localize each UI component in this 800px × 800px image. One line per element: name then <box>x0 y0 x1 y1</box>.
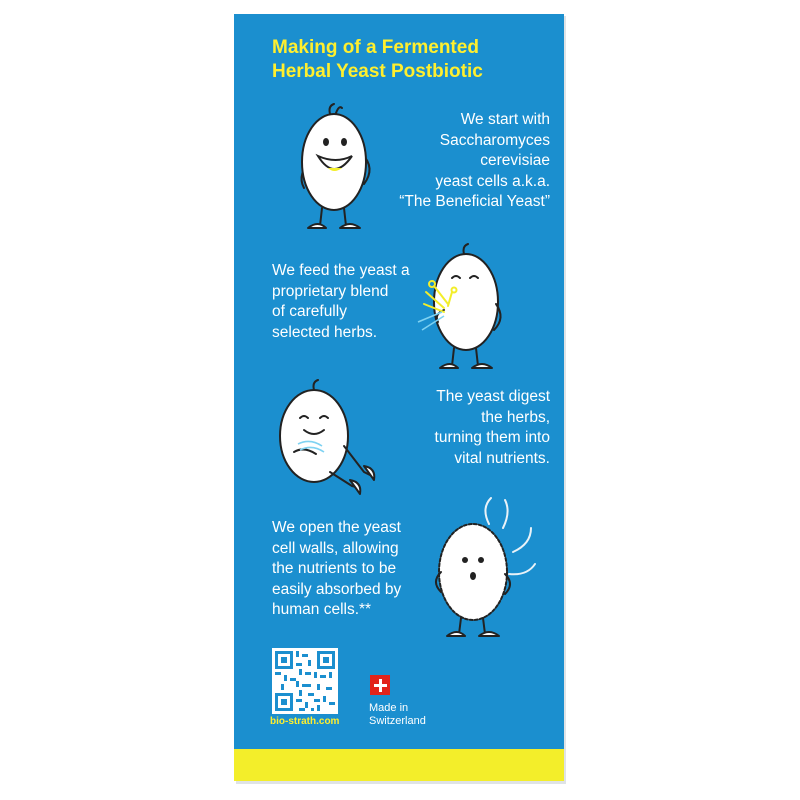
step-3-line: the herbs, <box>481 408 550 426</box>
step-4-line: We open the yeast <box>272 519 401 536</box>
step-1-text <box>399 110 550 213</box>
country-label: Switzerland <box>369 715 426 727</box>
step-1-line: yeast cells a.k.a. <box>435 172 550 190</box>
package-side-panel <box>234 14 564 781</box>
step-1-line: Saccharomyces <box>439 131 550 149</box>
step-3-line: The yeast digest <box>436 388 550 405</box>
step-4-line: easily absorbed by <box>272 580 402 598</box>
made-in-label: Made in <box>369 702 409 714</box>
step-1-line: cerevisiae <box>480 152 550 169</box>
step-2-line: proprietary blend <box>272 282 389 300</box>
yeast-character-sitting-full-icon <box>264 376 389 506</box>
yeast-character-surprised-fuzzy-icon <box>419 494 539 649</box>
website-url[interactable]: bio-strath.com <box>270 716 340 727</box>
step-4-line: cell walls, allowing <box>272 539 399 557</box>
yeast-character-eating-herbs-icon <box>404 234 514 384</box>
title-line-1: Making of a Fermented <box>272 37 479 58</box>
yeast-character-smiling-icon <box>284 96 384 244</box>
made-in-switzerland <box>369 702 426 728</box>
step-2-line: selected herbs. <box>272 323 378 341</box>
title-line-2: Herbal Yeast Postbiotic <box>272 61 483 82</box>
step-1-line: “The Beneficial Yeast” <box>399 193 550 210</box>
step-3-line: vital nutrients. <box>454 449 550 467</box>
step-3-line: turning them into <box>434 429 550 446</box>
step-1-line: We start with <box>460 111 550 128</box>
step-2-line: of carefully <box>272 303 347 320</box>
bottom-yellow-stripe <box>234 749 564 781</box>
step-2-line: We feed the yeast a <box>272 262 410 279</box>
swiss-flag-icon <box>370 675 390 695</box>
step-4-text <box>272 518 401 621</box>
step-3-text <box>435 387 550 469</box>
step-4-line: human cells.** <box>272 601 372 618</box>
step-4-line: the nutrients to be <box>272 560 397 577</box>
panel-title <box>272 36 562 84</box>
step-2-text <box>272 261 410 343</box>
qr-code-icon[interactable] <box>272 648 338 714</box>
